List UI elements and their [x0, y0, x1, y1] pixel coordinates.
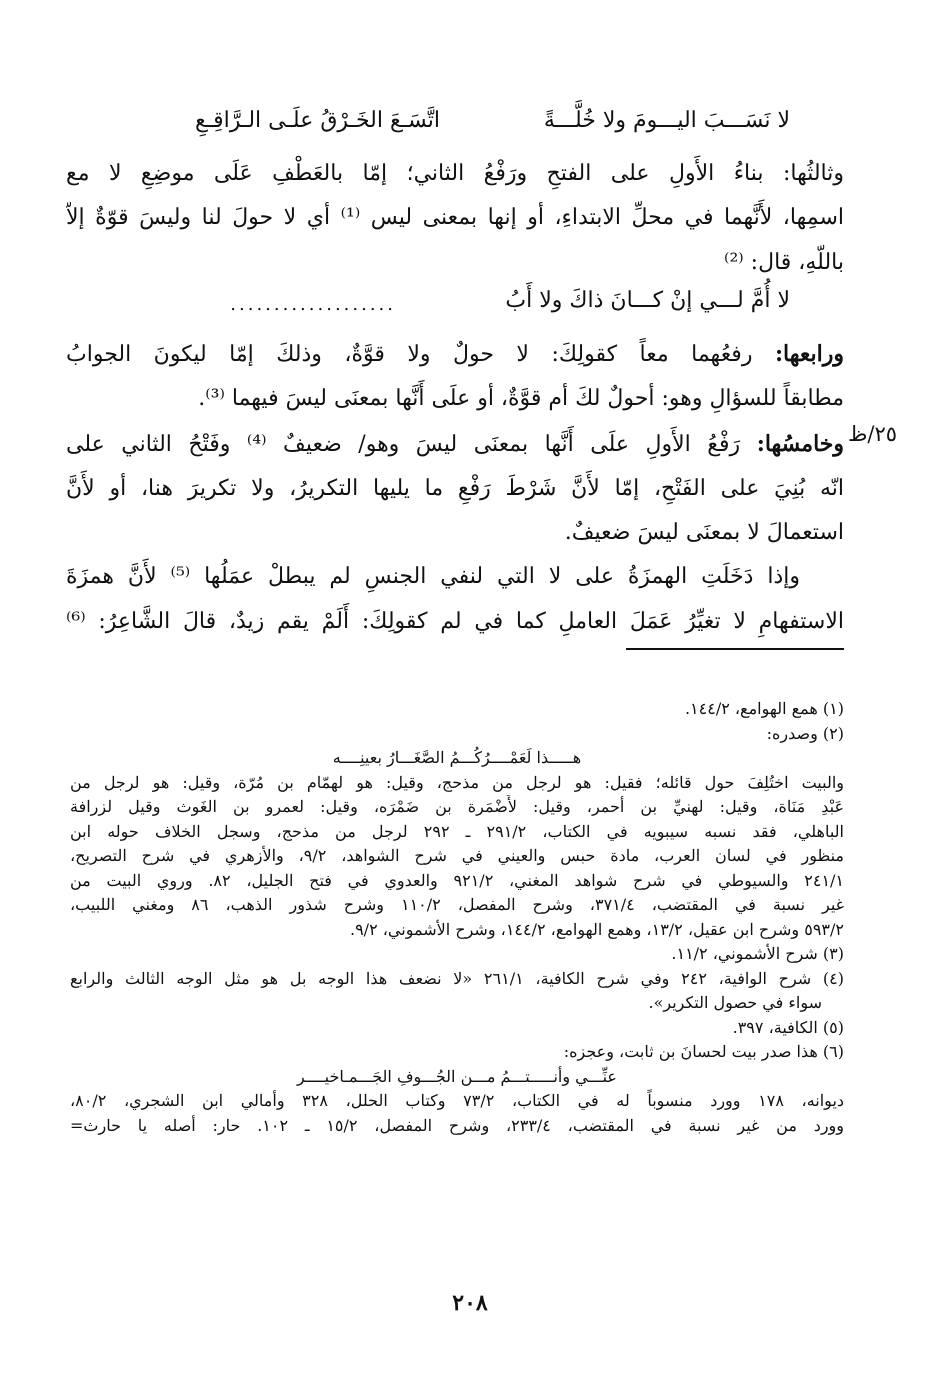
footnote-5: (٥) الكافية، ٣٩٧.	[732, 1017, 844, 1037]
body-line: اسمِها، لأَنَّهما في محلِّ الابتداءِ، أو إنها بمعنى ليس ⁽¹⁾ أي لا حولَ لنا وليسَ قوّةٌ إلاّ	[66, 205, 844, 231]
body-line: وخامسُها: رَفْعُ الأَولِ علَى أَنَّها بمعنَى ليسَ وهو/ ضعيفٌ ⁽⁴⁾ وفَتْحُ الثاني على	[66, 430, 844, 457]
body-line: انّه بُنِيَ على الفَتْحِ، إمّا لأَنَّ شَرْطَ رَفْعِ ما يليها التكريرُ، ولا تكريرَ هنا، أو لأَنَّ	[66, 475, 844, 501]
footnote-2-line: الباهلي، فقد نسبه سيبويه في الكتاب، ٢٩١/٢ ـ ٢٩٢ لرجل من مذحج، وسجل الخلاف حوله ابن	[70, 821, 844, 841]
verse-1-second-hemistich: اتَّسَـعَ الخَـرْقُ علَـى الـرَّاقِـعِ	[194, 108, 440, 133]
footnote-6: (٦) هذا صدر بيت لحسانَ بن ثابت، وعجزه:	[563, 1042, 844, 1061]
body-line: باللّهِ، قال: ⁽²⁾	[724, 249, 844, 275]
footnote-6-line: ديوانه، ١٧٨ وورد منسوباً له في الكتاب، ٧٣/٢ وكتاب الحلل، ٣٢٨ وأمالي ابن الشجري، ٨٠/٢،	[70, 1091, 844, 1110]
body-line: استعمالَ لا بمعنَى ليسَ ضعيفٌ.	[564, 520, 844, 546]
page-number: ٢٠٨	[452, 1290, 488, 1316]
footnote-2-line: ٥٩٣/٢ وشرح ابن عقيل، ١٣/٢، وهمع الهوامع، ١٤٤/٢، وشرح الأشموني، ٩/٢.	[349, 919, 844, 939]
body-line: ورابعها: رفعُهما معاً كقولِكَ: لا حولٌ ولا قوَّةٌ، وذلكَ إمّا ليكونَ الجوابُ	[66, 341, 844, 367]
footnote-2-verse: هـــــذا لَعَمْــــرُكُـــمُ الصَّغَـــارُ بعينِــــه	[332, 748, 582, 767]
footnote-2-line: غير نسبة في المقتضب، ٣٧١/٤، وشرح المفصل، ١١٠/٢ وشرح شذور الذهب، ٨٦ ومغني اللبيب،	[70, 895, 844, 914]
footnote-1: (١) همع الهوامع، ١٤٤/٢.	[684, 699, 844, 718]
manuscript-folio-marker: ٢٥/ظ	[848, 422, 898, 446]
footnote-2-line: والبيت اختُلِفَ حول قائله؛ فقيل: هو لرجل من مذحج، وقيل: هو لهمّام بن مُرّة، وقيل: هو لرجل من	[70, 772, 844, 792]
footnote-2-line: ٢٤١/١ والسيوطي في شرح شواهد المغني، ٩٢١/٢ والعدوي في فتح الجليل، ٨٢. وروي البيت من	[70, 870, 844, 890]
body-line: وثالثُها: بناءُ الأَولِ على الفتحِ ورَفْعُ الثاني؛ إمّا بالعَطْفِ عَلَى موضِعِ لا مع	[66, 161, 844, 186]
verse-2-hemistich: لا أُمَّ لـــي إنْ كـــانَ ذاكَ ولا أَبُ	[505, 288, 790, 313]
verse-1-first-hemistich: لا نَسَـــبَ اليـــومَ ولا خُلَّـــةً	[543, 108, 790, 133]
footnote-4: (٤) شرح الوافية، ٢٤٢ وفي شرح الكافية، ٢٦١/١ «لا نضعف هذا الوجه بل هو مثل الوجه الثالث والرابع	[70, 968, 844, 988]
footnote-2: (٢) وصدره:	[766, 723, 844, 743]
footnote-2-line: عَبْدِ مَنَاة، وقيل: لهنيِّ بن أحمر، وقيل: لأَضْمَرة بن ضَمْرَه، وقيل: لعمرو بن الغَوث وقيل لزرافة	[70, 797, 844, 816]
body-line: مطابقاً للسؤالِ وهو: أحولٌ لكَ أم قوَّةٌ، أو علَى أَنَّها بمعنَى ليسَ فيهما ⁽³⁾.	[198, 386, 844, 412]
section-lead-word: وخامسُها:	[756, 430, 844, 457]
footnote-3: (٣) شرح الأشموني، ١١/٢.	[671, 944, 844, 963]
footnote-6-verse: عنِّـــي وأنـــــتـــمُ مـــن الجُـــوفِ الجَـــمـاخيــــر	[297, 1066, 617, 1086]
paragraph-fourth-fifth-cases	[66, 332, 844, 644]
footnote-4-line: سواء في حصول التكرير».	[648, 993, 822, 1012]
paragraph-third-case	[66, 152, 844, 285]
section-lead-word: ورابعها:	[774, 341, 844, 367]
footnotes	[70, 697, 844, 1138]
footnote-2-line: منظور في لسان العرب، مادة حبس والعيني في شرح الشواهد، ٩/٢، والأزهري في شرح التصريح،	[70, 846, 844, 865]
footnote-6-line: وورد من غير نسبة في المقتضب، ٢٣٣/٤، وشرح المفصل، ١٥/٢ ـ ١٠٢. حار: أصله يا حارث=	[70, 1115, 844, 1135]
body-line: الاستفهامِ لا تغيِّرُ عَمَلَ العاملِ كما في لم كقولِكَ: أَلَمْ يقم زيدٌ، قالَ الشَّاعِرُ: ⁽⁶⁾	[66, 608, 844, 634]
footnote-separator	[626, 648, 844, 650]
body-line: وإذا دَخَلَتِ الهمزَةُ على لا التي لنفي الجنسِ لم يبطلْ عمَلُها ⁽⁵⁾ لأَنَّ همزَةَ	[66, 564, 801, 590]
verse-2-ellipsis: ...................	[230, 294, 396, 315]
